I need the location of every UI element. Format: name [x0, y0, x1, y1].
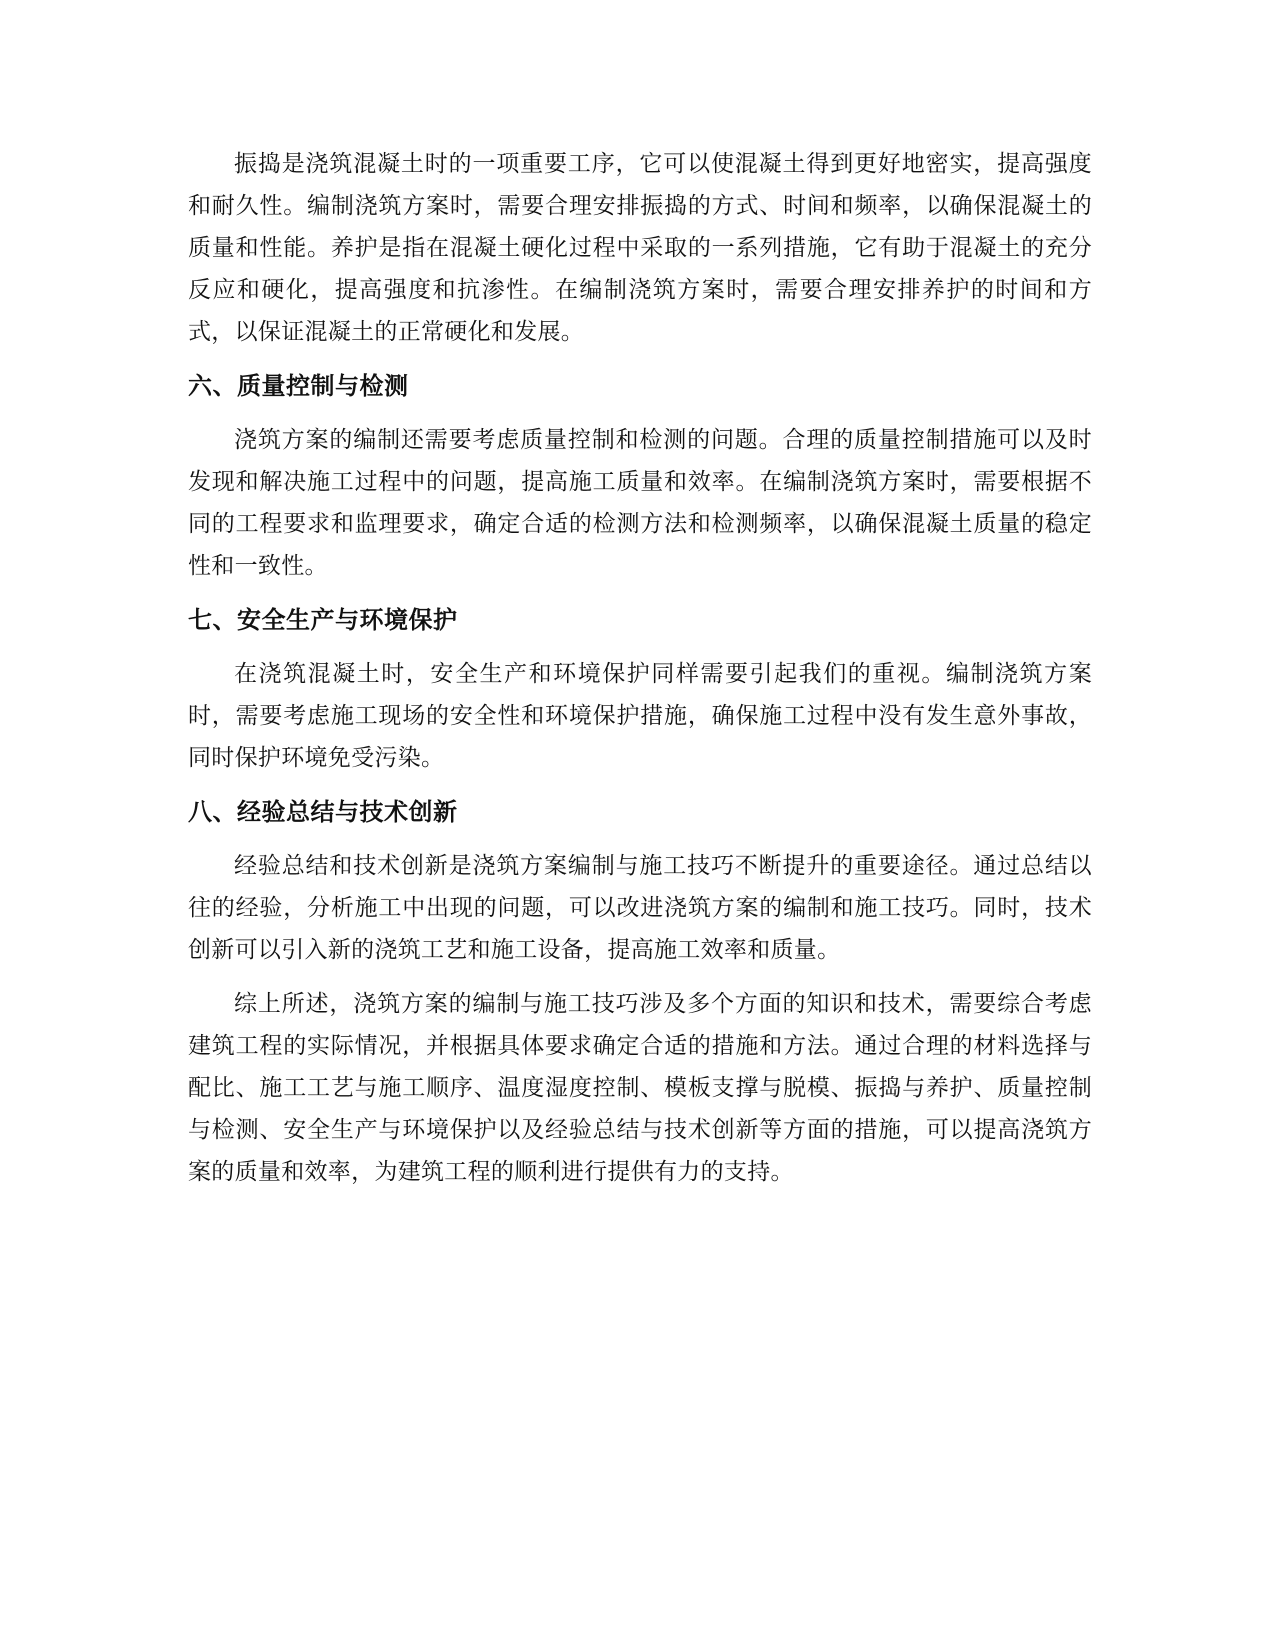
paragraph-vibration-curing: 振捣是浇筑混凝土时的一项重要工序，它可以使混凝土得到更好地密实，提高强度和耐久性。编制浇筑方案时，需要合理安排振捣的方式、时间和频率，以确保混凝土的质量和性能。养护是指在混凝土硬化过程中采取的一系列措施，它有助于混凝土的充分反应和硬化，提高强度和抗渗性。在编制浇筑方案时，需要合理安排养护的时间和方式，以保证混凝土的正常硬化和发展。: [188, 151, 1092, 345]
spacer: [188, 971, 1092, 983]
paragraph-quality-control: 浇筑方案的编制还需要考虑质量控制和检测的问题。合理的质量控制措施可以及时发现和解决施工过程中的问题，提高施工质量和效率。在编制浇筑方案时，需要根据不同的工程要求和监理要求，确定合适的检测方法和检测频率，以确保混凝土质量的稳定性和一致性。: [188, 427, 1092, 579]
document-page: [188, 143, 1092, 1193]
spacer: [188, 353, 1092, 369]
paragraph-experience-innovation: 经验总结和技术创新是浇筑方案编制与施工技巧不断提升的重要途径。通过总结以往的经验，分析施工中出现的问题，可以改进浇筑方案的编制和施工技巧。同时，技术创新可以引入新的浇筑工艺和施工设备，提高施工效率和质量。: [188, 853, 1092, 963]
spacer: [188, 403, 1092, 419]
spacer: [188, 637, 1092, 653]
section-heading-quality-control: 六、质量控制与检测: [188, 372, 409, 400]
spacer: [188, 829, 1092, 845]
section-heading-safety-environment: 七、安全生产与环境保护: [188, 606, 458, 634]
paragraph-safety-environment: 在浇筑混凝土时，安全生产和环境保护同样需要引起我们的重视。编制浇筑方案时，需要考虑施工现场的安全性和环境保护措施，确保施工过程中没有发生意外事故，同时保护环境免受污染。: [188, 661, 1092, 771]
paragraph-conclusion: 综上所述，浇筑方案的编制与施工技巧涉及多个方面的知识和技术，需要综合考虑建筑工程的实际情况，并根据具体要求确定合适的措施和方法。通过合理的材料选择与配比、施工工艺与施工顺序、温度湿度控制、模板支撑与脱模、振捣与养护、质量控制与检测、安全生产与环境保护以及经验总结与技术创新等方面的措施，可以提高浇筑方案的质量和效率，为建筑工程的顺利进行提供有力的支持。: [188, 991, 1092, 1185]
spacer: [188, 779, 1092, 795]
section-heading-experience-innovation: 八、经验总结与技术创新: [188, 798, 458, 826]
spacer: [188, 587, 1092, 603]
